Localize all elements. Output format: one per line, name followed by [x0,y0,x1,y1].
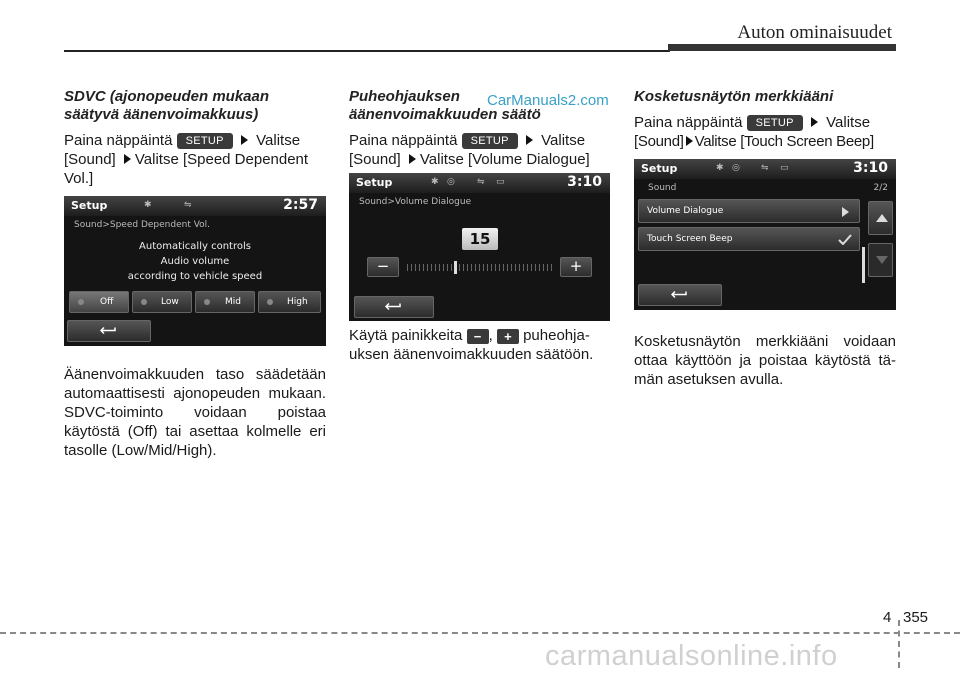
screenshot-volume-dialogue [349,173,610,321]
arrow-right-icon [686,136,693,146]
chapter-number: 4 [883,609,892,626]
arrow-right-icon [811,117,818,127]
instruction [64,131,326,188]
message [64,239,326,284]
instruction-text: Valitse [256,132,301,149]
page-number: 355 [903,609,929,626]
volume-value: 15 [462,228,498,250]
usb-icon: ⇋ [184,200,192,210]
phone-icon: ▭ [496,177,505,187]
option-label: Low [161,297,179,307]
checkmark-icon [838,234,852,245]
footer-divider [0,632,960,634]
instruction-text: Valitse [Speed Dependent Vol.] [64,151,309,187]
screen-title: Setup [71,199,108,212]
media-icon: ◎ [447,177,455,187]
media-icon: ◎ [732,163,740,173]
minus-key: − [467,329,489,344]
bluetooth-icon: ✱ [716,163,724,173]
bluetooth-icon: ✱ [144,200,152,210]
message-line: Audio volume [160,256,230,267]
description: Kosketusnäytön merkkiääni voidaan ottaa käyttöön ja poistaa käytöstä tämän asetuksen avulla. [634,333,896,388]
back-button[interactable] [67,320,151,342]
instruction-text: [Sound] [349,151,401,168]
arrow-down-icon [876,256,888,264]
volume-up-button[interactable] [560,257,592,277]
description-text: Käytä painikkeita [349,327,463,344]
back-button[interactable] [638,284,722,306]
instruction-text: Valitse [Touch Screen Beep] [694,133,874,150]
section-heading: Kosketusnäytön merkkiääni [634,88,834,105]
instruction-text: Valitse [826,114,871,131]
scroll-up-button[interactable] [868,201,893,235]
screen-clock: 3:10 [567,174,602,190]
breadcrumb: Sound>Speed Dependent Vol. [74,220,211,230]
usb-icon: ⇋ [477,177,485,187]
back-arrow-icon [385,303,403,312]
volume-slider[interactable] [407,264,555,271]
option-label: Off [100,297,114,307]
description: Äänenvoimakkuuden taso säädetään automaattisesti ajonopeuden mukaan. SDVC-toiminto voidaan poistaa käytöstä (Off) tai asettaa kolmelle eri tasolle (Low/Mid/High). [64,366,326,459]
screenshot-touch-screen-beep [634,159,896,310]
breadcrumb: Sound [648,183,677,193]
option-label: Mid [225,297,241,307]
screenshot-speed-dependent-vol [64,196,326,346]
back-arrow-icon [100,327,118,336]
arrow-right-icon [241,135,248,145]
instruction [634,113,896,151]
heading-line: Puheohjauksen [349,88,460,105]
arrow-right-icon [526,135,533,145]
arrow-right-icon [409,154,416,164]
screen-title: Setup [356,176,393,189]
minus-label: − [376,257,390,275]
screen-clock: 2:57 [283,197,318,213]
instruction [349,131,611,169]
message-line: according to vehicle speed [127,271,263,282]
instruction-text: Valitse [Volume Dialogue] [419,151,590,168]
back-button[interactable] [354,296,434,318]
instruction-text: Paina näppäintä [349,132,458,149]
footer-watermark: carmanualsonline.info [545,640,838,672]
breadcrumb: Sound>Volume Dialogue [359,197,472,207]
option-high-button[interactable] [258,291,321,313]
indicator-icon [204,299,210,305]
watermark: CarManuals2.com [487,92,609,109]
back-arrow-icon [671,291,689,300]
volume-down-button[interactable] [367,257,399,277]
section-heading [349,88,611,124]
setup-key: SETUP [747,115,803,131]
instruction-text: [Sound] [64,151,116,168]
screen-title: Setup [641,162,678,175]
instruction-text: Paina näppäintä [64,132,173,149]
list-item-volume-dialogue[interactable] [638,199,860,223]
option-label: High [287,297,308,307]
indicator-icon [78,299,84,305]
footer-divider-vertical [898,620,900,668]
setup-key: SETUP [177,133,233,149]
chapter-title: Auton ominaisuudet [737,22,892,43]
description-text: puheohjauksen äänenvoimakkuuden säätöön. [349,327,594,363]
list-item-label: Volume Dialogue [647,206,724,216]
usb-icon: ⇋ [761,163,769,173]
instruction-text: Paina näppäintä [634,114,743,131]
bluetooth-icon: ✱ [431,177,439,187]
option-off-button[interactable] [69,291,129,313]
heading-line: äänenvoimakkuuden säätö [349,106,541,123]
screen-clock: 3:10 [853,160,888,176]
chevron-right-icon [842,207,849,217]
slider-thumb[interactable] [454,261,457,274]
section-heading: SDVC (ajonopeuden mukaan säätyvä äänenvoimakkuus) [64,88,270,123]
arrow-up-icon [876,214,888,222]
description: Käytä painikkeita − , + puheohjauksen äänenvoimakkuuden säätöön. [349,327,594,363]
option-low-button[interactable] [132,291,192,313]
list-item-label: Touch Screen Beep [647,234,733,244]
plus-key: + [497,329,519,344]
scroll-down-button[interactable] [868,243,893,277]
scrollbar[interactable] [862,247,865,283]
message-line: Automatically controls [139,241,251,252]
header-rule [64,50,670,52]
indicator-icon [141,299,147,305]
instruction-text: Valitse [541,132,586,149]
instruction-text: [Sound] [634,133,684,150]
indicator-icon [267,299,273,305]
setup-key: SETUP [462,133,518,149]
header-rule-bar [668,44,896,51]
option-mid-button[interactable] [195,291,255,313]
phone-icon: ▭ [780,163,789,173]
arrow-right-icon [124,154,131,164]
page-indicator: 2/2 [873,183,888,193]
list-item-touch-screen-beep[interactable] [638,227,860,251]
plus-label: + [569,257,583,275]
